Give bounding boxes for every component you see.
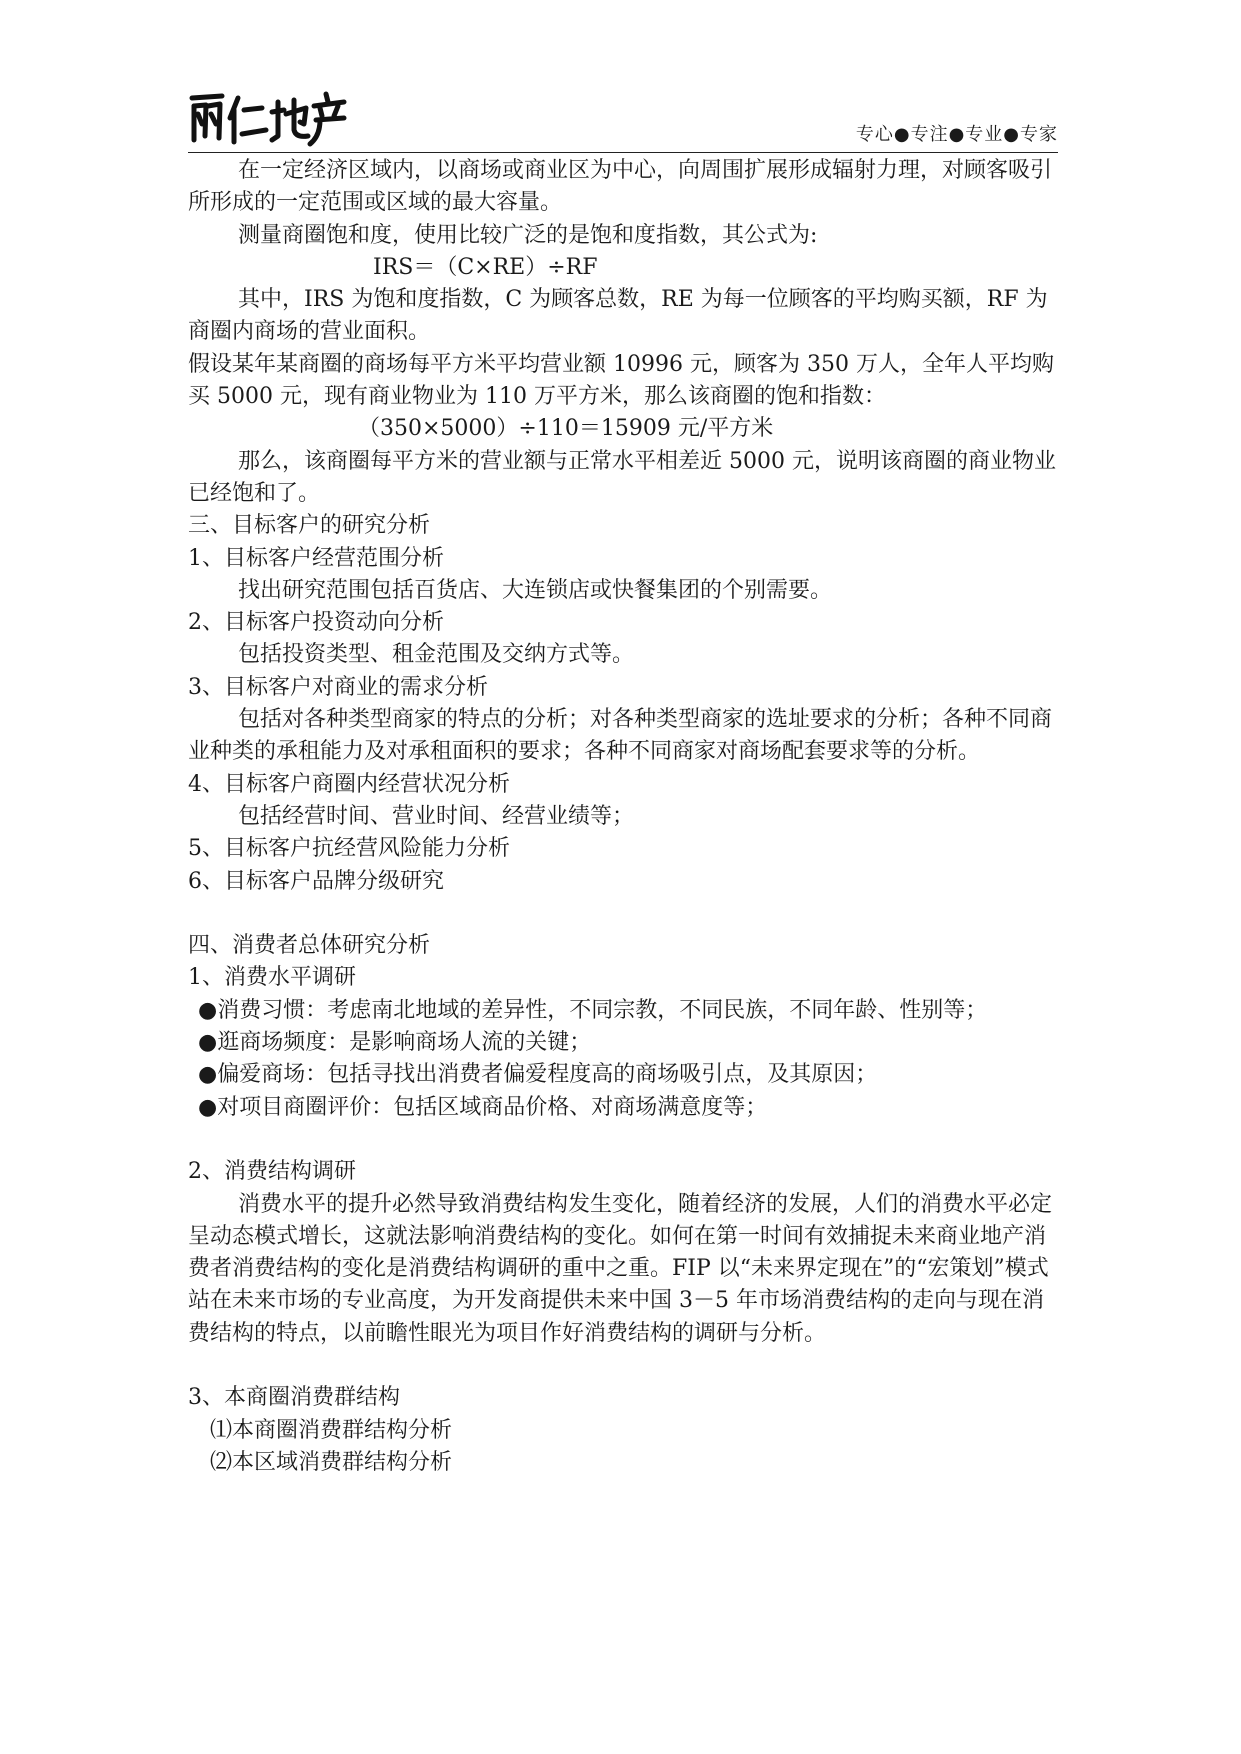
- list-item-4-3-2: ⑵本区域消费群结构分析: [210, 1449, 453, 1475]
- subheading-3-3: 3、目标客户对商业的需求分析: [188, 674, 488, 700]
- formula-example: （350×5000）÷110＝15909 元/平方米: [358, 416, 774, 442]
- subheading-3-2: 2、目标客户投资动向分析: [188, 610, 444, 636]
- paragraph-3-4: 包括经营时间、营业时间、经营业绩等；: [238, 803, 635, 829]
- list-item-4-3-1: ⑴本商圈消费群结构分析: [210, 1417, 453, 1443]
- document-body: [188, 155, 1058, 1479]
- company-logo: [188, 90, 348, 148]
- paragraph-4-2: 消费水平的提升必然导致消费结构发生变化，随着经济的发展，人们的消费水平必定呈动态模式增长，这就法影响消费结构的变化。如何在第一时间有效捕捉未来商业地产消费者消费结构的变化是消费结构调研的重中之重。FIP 以“未来界定现在”的“宏策划”模式站在未来市场的专业高度，为开发商提供未来中国 3－5 年市场消费结构的走向与现在消费结构的特点，以前瞻性眼光为项目作好消费结构的调研与分析。: [188, 1191, 1053, 1346]
- subheading-3-4: 4、目标客户商圈内经营状况分析: [188, 771, 510, 797]
- subheading-3-1: 1、目标客户经营范围分析: [188, 545, 444, 571]
- page-header: [188, 90, 1058, 152]
- paragraph-definition: 在一定经济区域内，以商场或商业区为中心，向周围扩展形成辐射力理，对顾客吸引所形成的一定范围或区域的最大容量。: [188, 158, 1053, 216]
- paragraph-measure: 测量商圈饱和度，使用比较广泛的是饱和度指数，其公式为:: [238, 222, 818, 248]
- bullet-evaluation: ●对项目商圈评价：包括区域商品价格、对商场满意度等；: [198, 1094, 768, 1120]
- bullet-preference: ●偏爱商场：包括寻找出消费者偏爱程度高的商场吸引点，及其原因；: [198, 1062, 878, 1088]
- blank-line: [188, 898, 1058, 930]
- subheading-3-6: 6、目标客户品牌分级研究: [188, 868, 444, 894]
- blank-line: [188, 1124, 1058, 1156]
- subheading-4-1: 1、消费水平调研: [188, 965, 356, 991]
- bullet-habit: ●消费习惯：考虑南北地域的差异性，不同宗教，不同民族，不同年龄、性别等；: [198, 997, 988, 1023]
- subheading-4-2: 2、消费结构调研: [188, 1159, 356, 1185]
- paragraph-3-2: 包括投资类型、租金范围及交纳方式等。: [238, 642, 635, 668]
- header-divider: [188, 152, 1058, 153]
- paragraph-3-1: 找出研究范围包括百货店、大连锁店或快餐集团的个别需要。: [238, 577, 833, 603]
- subheading-4-3: 3、本商圈消费群结构: [188, 1385, 400, 1411]
- section-heading-4: 四、消费者总体研究分析: [188, 933, 431, 959]
- company-slogan: 专心●专注●专业●专家: [855, 124, 1058, 145]
- paragraph-variables: 其中，IRS 为饱和度指数，C 为顾客总数，RE 为每一位顾客的平均购买额，RF 为商圈内商场的营业面积。: [188, 287, 1048, 345]
- blank-line: [188, 1350, 1058, 1382]
- bullet-frequency: ●逛商场频度：是影响商场人流的关键；: [198, 1030, 592, 1056]
- paragraph-3-3: 包括对各种类型商家的特点的分析；对各种类型商家的选址要求的分析；各种不同商业种类的承租能力及对承租面积的要求；各种不同商家对商场配套要求等的分析。: [188, 707, 1053, 765]
- subheading-3-5: 5、目标客户抗经营风险能力分析: [188, 836, 510, 862]
- section-heading-3: 三、目标客户的研究分析: [188, 513, 431, 539]
- paragraph-example: 假设某年某商圈的商场每平方米平均营业额 10996 元，顾客为 350 万人，全年人平均购买 5000 元，现有商业物业为 110 万平方米，那么该商圈的饱和指数：: [188, 351, 1054, 410]
- formula-irs: IRS＝（C×RE）÷RF: [373, 254, 598, 280]
- paragraph-conclusion: 那么，该商圈每平方米的营业额与正常水平相差近 5000 元，说明该商圈的商业物业已经饱和了。: [188, 448, 1056, 506]
